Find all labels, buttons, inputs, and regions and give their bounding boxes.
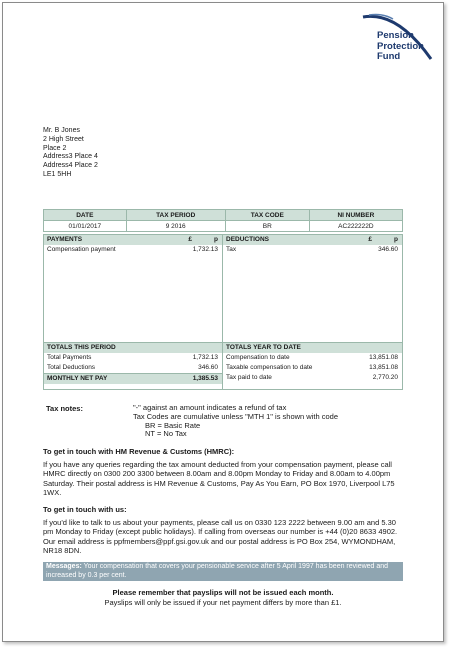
deduction-label: Tax xyxy=(226,246,237,253)
deductions-header xyxy=(223,235,402,245)
totals-ytd-header: TOTALS YEAR TO DATE xyxy=(223,342,402,353)
tax-note-line: NT = No Tax xyxy=(145,429,187,439)
address-line: LE1 5HH xyxy=(43,170,72,178)
messages-banner xyxy=(43,562,403,581)
tax-notes-body xyxy=(133,404,338,439)
tax-code-value: BR xyxy=(225,221,309,232)
pound-label: £ xyxy=(188,236,192,243)
tax-note-line: "-" against an amount indicates a refund of tax xyxy=(133,403,287,412)
total-payments-amount: 1,732.13 xyxy=(192,354,218,361)
date-value: 01/01/2017 xyxy=(44,221,127,232)
payment-amount: 1,732.13 xyxy=(192,246,218,253)
pound-label: £ xyxy=(368,236,372,243)
payments-column xyxy=(44,235,223,389)
footer-notice xyxy=(43,588,403,608)
totals-period-header: TOTALS THIS PERIOD xyxy=(44,342,222,353)
ytd-label: Taxable compensation to date xyxy=(226,364,313,371)
totals-year-to-date xyxy=(223,342,402,383)
ytd-amount: 2,770.20 xyxy=(372,374,398,381)
tax-period-value: 9 2016 xyxy=(126,221,225,232)
net-pay-label: MONTHLY NET PAY xyxy=(47,375,108,382)
contact-section xyxy=(43,505,408,556)
date-header: DATE xyxy=(44,210,127,221)
tax-note-line: Tax Codes are cumulative unless "MTH 1" is shown with code xyxy=(133,411,338,421)
payslip-body-grid xyxy=(43,234,403,390)
contact-heading: To get in touch with us: xyxy=(43,505,127,514)
pence-label: p xyxy=(394,236,398,243)
logo-line-3: Fund xyxy=(377,51,401,62)
ppf-logo xyxy=(335,11,435,63)
ytd-row xyxy=(223,353,402,363)
tax-notes-label: Tax notes: xyxy=(46,404,83,413)
ytd-amount: 13,851.08 xyxy=(369,354,398,361)
total-deductions-label: Total Deductions xyxy=(47,364,96,371)
recipient-address xyxy=(43,127,98,180)
ni-number-header: NI NUMBER xyxy=(309,210,402,221)
deduction-amount: 346.60 xyxy=(378,246,398,253)
payment-label: Compensation payment xyxy=(47,246,116,253)
tax-period-header: TAX PERIOD xyxy=(126,210,225,221)
ytd-label: Compensation to date xyxy=(226,354,290,361)
total-payments-label: Total Payments xyxy=(47,354,92,361)
address-line: 2 High Street xyxy=(43,135,84,143)
total-deductions-row xyxy=(44,363,222,373)
address-line: Address3 Place 4 xyxy=(43,153,98,161)
address-line: Mr. B Jones xyxy=(43,127,80,134)
logo-text xyxy=(377,31,424,63)
address-line: Place 2 xyxy=(43,144,67,152)
payments-title: PAYMENTS xyxy=(47,236,83,243)
net-pay-amount: 1,385.53 xyxy=(192,375,218,382)
ytd-amount: 13,851.08 xyxy=(369,364,398,371)
contact-text: If you'd like to talk to us about your payments, please call us on 0330 123 2222 between 9.00 am and 5.30 pm Monday to Friday (except public holidays). If calling from overseas our number is +44 (0)20 8633 4902. Our email address is ppfmembers@ppf.gsi.gov.uk and our postal address is PO Box 254, WYMONDHAM, NR18 8DN. xyxy=(43,517,398,556)
hmrc-heading: To get in touch with HM Revenue & Customs (HMRC): xyxy=(43,447,235,456)
hmrc-text: If you have any queries regarding the tax amount deducted from your compensation payment, please call HMRC directly on 0300 200 3300 between 8.00am and 8.00pm Monday to Friday and 8.00am to 4.00pm Saturday. Their postal address is HM Revenue & Customs, Pay As You Earn, PO Box 1970, Liverpool L75 1WX. xyxy=(43,459,395,498)
payslip-header-table xyxy=(43,209,403,232)
logo-line-2: Protection xyxy=(377,40,424,52)
footer-line-1: Please remember that payslips will not be issued each month. xyxy=(112,588,334,597)
total-deductions-amount: 346.60 xyxy=(198,364,218,371)
total-payments-row xyxy=(44,353,222,363)
footer-line-2: Payslips will only be issued if your net payment differs by more than £1. xyxy=(104,598,342,607)
totals-this-period xyxy=(44,342,222,384)
deductions-column xyxy=(223,235,402,389)
net-pay-row xyxy=(44,373,222,384)
logo-line-1: Pension xyxy=(377,30,414,41)
hmrc-section xyxy=(43,447,408,498)
tax-note-line: BR = Basic Rate xyxy=(145,420,201,430)
address-line: Address4 Place 2 xyxy=(43,162,98,170)
messages-label: Messages: xyxy=(46,563,82,570)
ytd-row xyxy=(223,363,402,373)
ni-number-value: AC222222D xyxy=(309,221,402,232)
payment-row xyxy=(44,245,222,255)
deductions-title: DEDUCTIONS xyxy=(226,236,269,243)
ytd-label: Tax paid to date xyxy=(226,374,272,381)
deduction-row xyxy=(223,245,402,255)
pence-label: p xyxy=(214,236,218,243)
payments-header xyxy=(44,235,222,245)
tax-code-header: TAX CODE xyxy=(225,210,309,221)
ytd-row xyxy=(223,373,402,383)
messages-text: Your compensation that covers your pensionable service after 5 April 1997 has been reviewed and increased by 0.3 per cent. xyxy=(46,563,389,579)
